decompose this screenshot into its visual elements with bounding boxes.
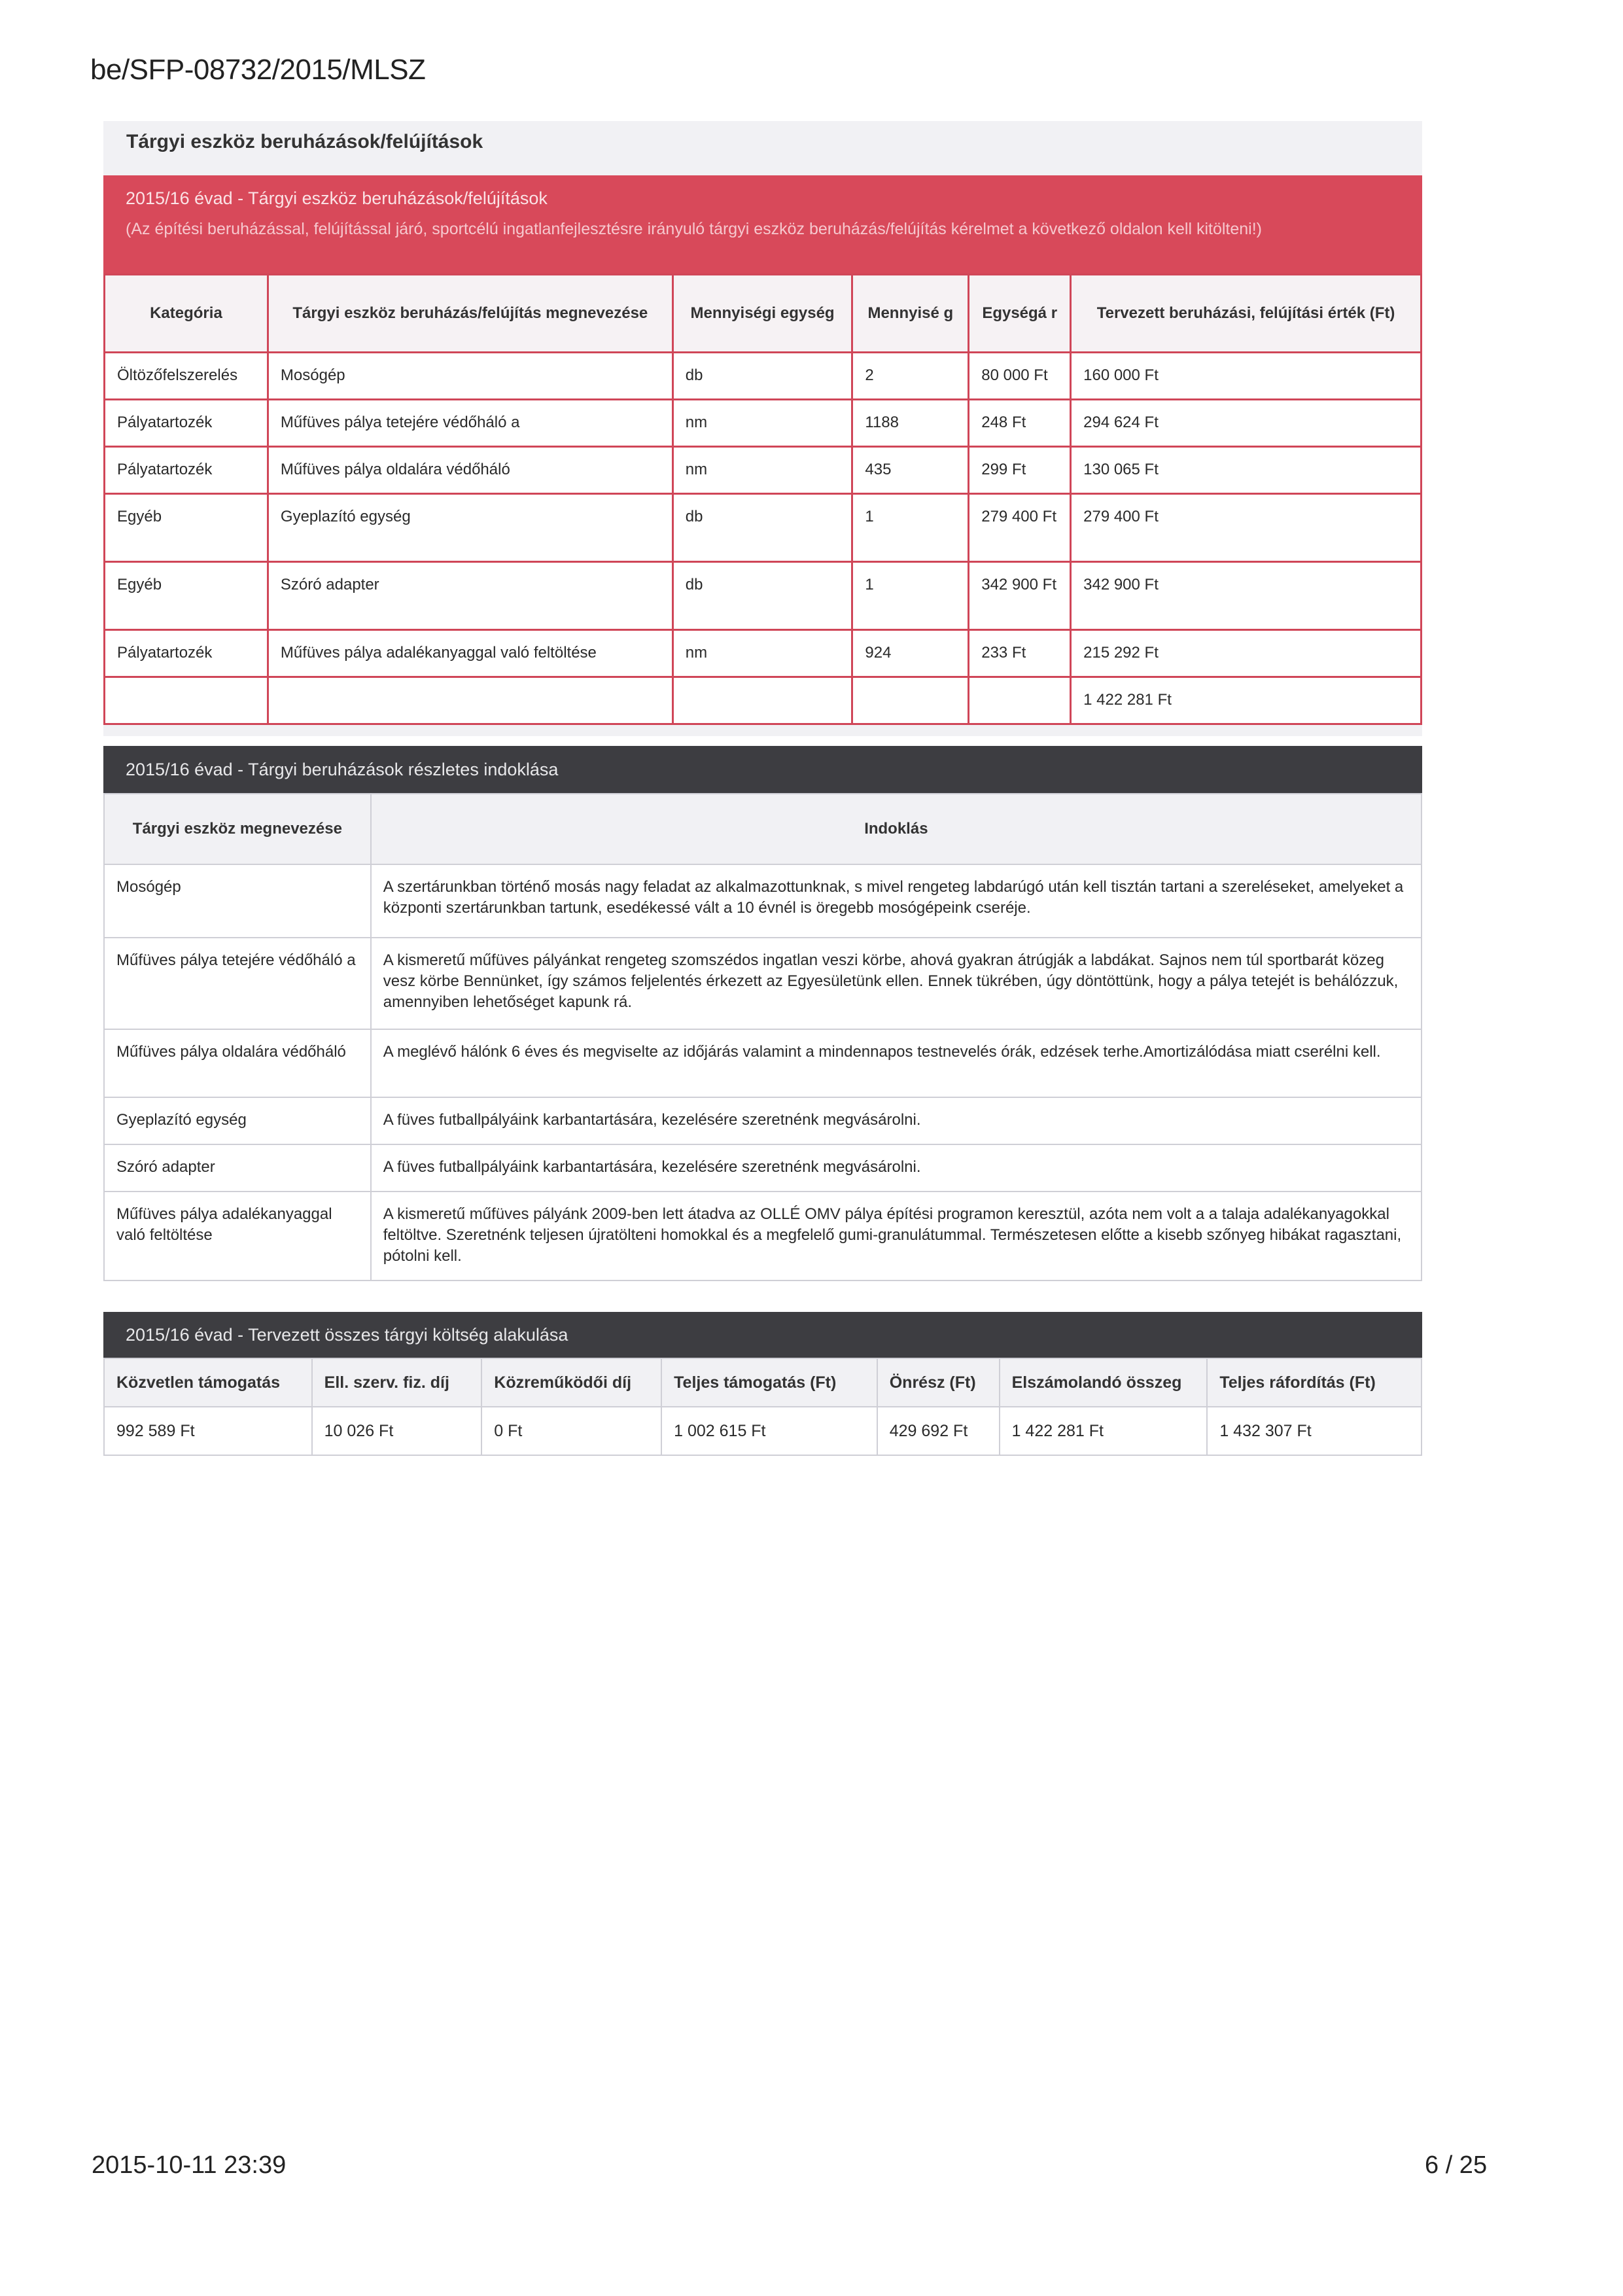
table-row bbox=[105, 353, 1422, 400]
table-row bbox=[105, 447, 1422, 494]
justification-header: 2015/16 évad - Tárgyi beruházások részletes indoklása bbox=[103, 746, 1422, 793]
cell-category: Öltözőfelszerelés bbox=[105, 353, 268, 400]
cell-empty bbox=[268, 677, 672, 724]
justification-table bbox=[103, 793, 1422, 1281]
cell-asset-name: Műfüves pálya oldalára védőháló bbox=[104, 1029, 371, 1097]
cell-control-fee: 10 026 Ft bbox=[312, 1407, 482, 1455]
cell-category: Egyéb bbox=[105, 494, 268, 562]
cell-category: Pályatartozék bbox=[105, 630, 268, 677]
table-row bbox=[104, 1192, 1422, 1280]
cell-category: Pályatartozék bbox=[105, 447, 268, 494]
cell-item-name: Szóró adapter bbox=[268, 562, 672, 630]
cell-own-contribution: 429 692 Ft bbox=[877, 1407, 1000, 1455]
col-header-accountable-amount: Elszámolandó összeg bbox=[1000, 1358, 1208, 1407]
cell-unit: nm bbox=[672, 400, 852, 447]
cell-unit: db bbox=[672, 562, 852, 630]
table-row bbox=[104, 1029, 1422, 1097]
cell-unit: db bbox=[672, 494, 852, 562]
table-row bbox=[104, 1097, 1422, 1144]
col-header-justification: Indoklás bbox=[371, 794, 1422, 864]
table-row bbox=[104, 938, 1422, 1029]
table-row bbox=[104, 864, 1422, 938]
cell-quantity: 435 bbox=[852, 447, 969, 494]
cell-unit-price: 248 Ft bbox=[969, 400, 1071, 447]
table-header-row bbox=[105, 275, 1422, 353]
cell-total-support: 1 002 615 Ft bbox=[661, 1407, 877, 1455]
section-title: Tárgyi eszköz beruházások/felújítások bbox=[126, 131, 483, 152]
col-header-own-contribution: Önrész (Ft) bbox=[877, 1358, 1000, 1407]
cell-asset-name: Gyeplazító egység bbox=[104, 1097, 371, 1144]
cost-summary-table bbox=[103, 1358, 1422, 1456]
table-row bbox=[104, 1144, 1422, 1192]
cell-unit-price: 342 900 Ft bbox=[969, 562, 1071, 630]
cell-planned-value: 342 900 Ft bbox=[1071, 562, 1422, 630]
table-row bbox=[105, 562, 1422, 630]
cell-unit-price: 279 400 Ft bbox=[969, 494, 1071, 562]
cell-empty bbox=[105, 677, 268, 724]
cell-justification: A szertárunkban történő mosás nagy feladat az alkalmazottunknak, s mivel rengeteg labdarúgó után kell tisztán tartani a szereléseket, amelyeket a központi szertárunkban tartunk, esedékessé vált a 10 évnél is öregebb mosógépeink cseréje. bbox=[371, 864, 1422, 938]
cell-justification: A füves futballpályáink karbantartására, kezelésére szeretnénk megvásárolni. bbox=[371, 1144, 1422, 1192]
cell-planned-value: 279 400 Ft bbox=[1071, 494, 1422, 562]
cell-total-value: 1 422 281 Ft bbox=[1071, 677, 1422, 724]
investment-table bbox=[103, 274, 1422, 725]
cell-direct-support: 992 589 Ft bbox=[104, 1407, 312, 1455]
cell-item-name: Műfüves pálya adalékanyaggal való feltöltése bbox=[268, 630, 672, 677]
col-header-total-support: Teljes támogatás (Ft) bbox=[661, 1358, 877, 1407]
cell-category: Egyéb bbox=[105, 562, 268, 630]
cell-asset-name: Műfüves pálya adalékanyaggal való feltöltése bbox=[104, 1192, 371, 1280]
table-header-row bbox=[104, 794, 1422, 864]
cell-quantity: 1 bbox=[852, 494, 969, 562]
cell-unit: db bbox=[672, 353, 852, 400]
cell-intermediary-fee: 0 Ft bbox=[481, 1407, 661, 1455]
table-row bbox=[104, 1407, 1422, 1455]
cell-empty bbox=[969, 677, 1071, 724]
col-header-quantity: Mennyisé g bbox=[852, 275, 969, 353]
col-header-unit: Mennyiségi egység bbox=[672, 275, 852, 353]
cell-quantity: 2 bbox=[852, 353, 969, 400]
cell-asset-name: Mosógép bbox=[104, 864, 371, 938]
total-row bbox=[105, 677, 1422, 724]
cell-planned-value: 215 292 Ft bbox=[1071, 630, 1422, 677]
table-header-row bbox=[104, 1358, 1422, 1407]
cell-quantity: 924 bbox=[852, 630, 969, 677]
table-row bbox=[105, 400, 1422, 447]
investment-header-note: (Az építési beruházással, felújítással járó, sportcélú ingatlanfejlesztésre irányuló tárgyi eszköz beruházás/felújítás kérelmet a következő oldalon kell kitölteni!) bbox=[126, 220, 1262, 238]
cell-empty bbox=[852, 677, 969, 724]
col-header-control-fee: Ell. szerv. fiz. díj bbox=[312, 1358, 482, 1407]
cell-unit-price: 299 Ft bbox=[969, 447, 1071, 494]
col-header-intermediary-fee: Közreműködői díj bbox=[481, 1358, 661, 1407]
cell-justification: A füves futballpályáink karbantartására, kezelésére szeretnénk megvásárolni. bbox=[371, 1097, 1422, 1144]
print-timestamp: 2015-10-11 23:39 bbox=[92, 2151, 287, 2179]
cell-planned-value: 294 624 Ft bbox=[1071, 400, 1422, 447]
col-header-direct-support: Közvetlen támogatás bbox=[104, 1358, 312, 1407]
cost-summary-header: 2015/16 évad - Tervezett összes tárgyi költség alakulása bbox=[103, 1312, 1422, 1358]
cell-empty bbox=[672, 677, 852, 724]
cell-item-name: Gyeplazító egység bbox=[268, 494, 672, 562]
page-number: 6 / 25 bbox=[1425, 2151, 1488, 2179]
cell-unit-price: 233 Ft bbox=[969, 630, 1071, 677]
col-header-item-name: Tárgyi eszköz beruházás/felújítás megnevezése bbox=[268, 275, 672, 353]
cell-accountable-amount: 1 422 281 Ft bbox=[1000, 1407, 1208, 1455]
cell-unit: nm bbox=[672, 630, 852, 677]
cell-planned-value: 160 000 Ft bbox=[1071, 353, 1422, 400]
col-header-asset-name: Tárgyi eszköz megnevezése bbox=[104, 794, 371, 864]
cell-item-name: Mosógép bbox=[268, 353, 672, 400]
cell-total-expenditure: 1 432 307 Ft bbox=[1207, 1407, 1422, 1455]
cell-quantity: 1188 bbox=[852, 400, 969, 447]
col-header-category: Kategória bbox=[105, 275, 268, 353]
table-row bbox=[105, 494, 1422, 562]
cell-item-name: Műfüves pálya oldalára védőháló bbox=[268, 447, 672, 494]
cell-unit-price: 80 000 Ft bbox=[969, 353, 1071, 400]
cell-planned-value: 130 065 Ft bbox=[1071, 447, 1422, 494]
col-header-planned-value: Tervezett beruházási, felújítási érték (Ft) bbox=[1071, 275, 1422, 353]
cell-category: Pályatartozék bbox=[105, 400, 268, 447]
cell-quantity: 1 bbox=[852, 562, 969, 630]
cell-asset-name: Szóró adapter bbox=[104, 1144, 371, 1192]
investment-header-title: 2015/16 évad - Tárgyi eszköz beruházások/felújítások bbox=[126, 188, 548, 208]
investment-header bbox=[103, 175, 1422, 274]
cell-justification: A kismeretű műfüves pályánkat rengeteg szomszédos ingatlan veszi körbe, ahová gyakran átrúgják a labdákat. Sajnos nem túl sportbarát közeg vesz körbe Bennünket, így számos feljelentés érkezett az Egyesületünk ellen. Ennek tükrében, úgy döntöttünk, hogy a pálya tetejét is behálózzuk, amennyiben lehetőséget kapunk rá. bbox=[371, 938, 1422, 1029]
document-id: be/SFP-08732/2015/MLSZ bbox=[90, 54, 426, 86]
col-header-total-expenditure: Teljes ráfordítás (Ft) bbox=[1207, 1358, 1422, 1407]
cell-unit: nm bbox=[672, 447, 852, 494]
cell-asset-name: Műfüves pálya tetejére védőháló a bbox=[104, 938, 371, 1029]
cell-item-name: Műfüves pálya tetejére védőháló a bbox=[268, 400, 672, 447]
cell-justification: A meglévő hálónk 6 éves és megviselte az időjárás valamint a mindennapos testnevelés órák, edzések terhe.Amortizálódása miatt cserélni kell. bbox=[371, 1029, 1422, 1097]
cell-justification: A kismeretű műfüves pályánk 2009-ben lett átadva az OLLÉ OMV pálya építési programon keresztül, azóta nem volt a a talaja adalékanyagokkal feltöltve. Szeretnénk teljesen újratölteni homokkal és a megfelelő gumi-granulátummal. Természetesen előtte a kisebb szőnyeg hibákat ragasztani, pótolni kell. bbox=[371, 1192, 1422, 1280]
col-header-unit-price: Egységá r bbox=[969, 275, 1071, 353]
table-row bbox=[105, 630, 1422, 677]
